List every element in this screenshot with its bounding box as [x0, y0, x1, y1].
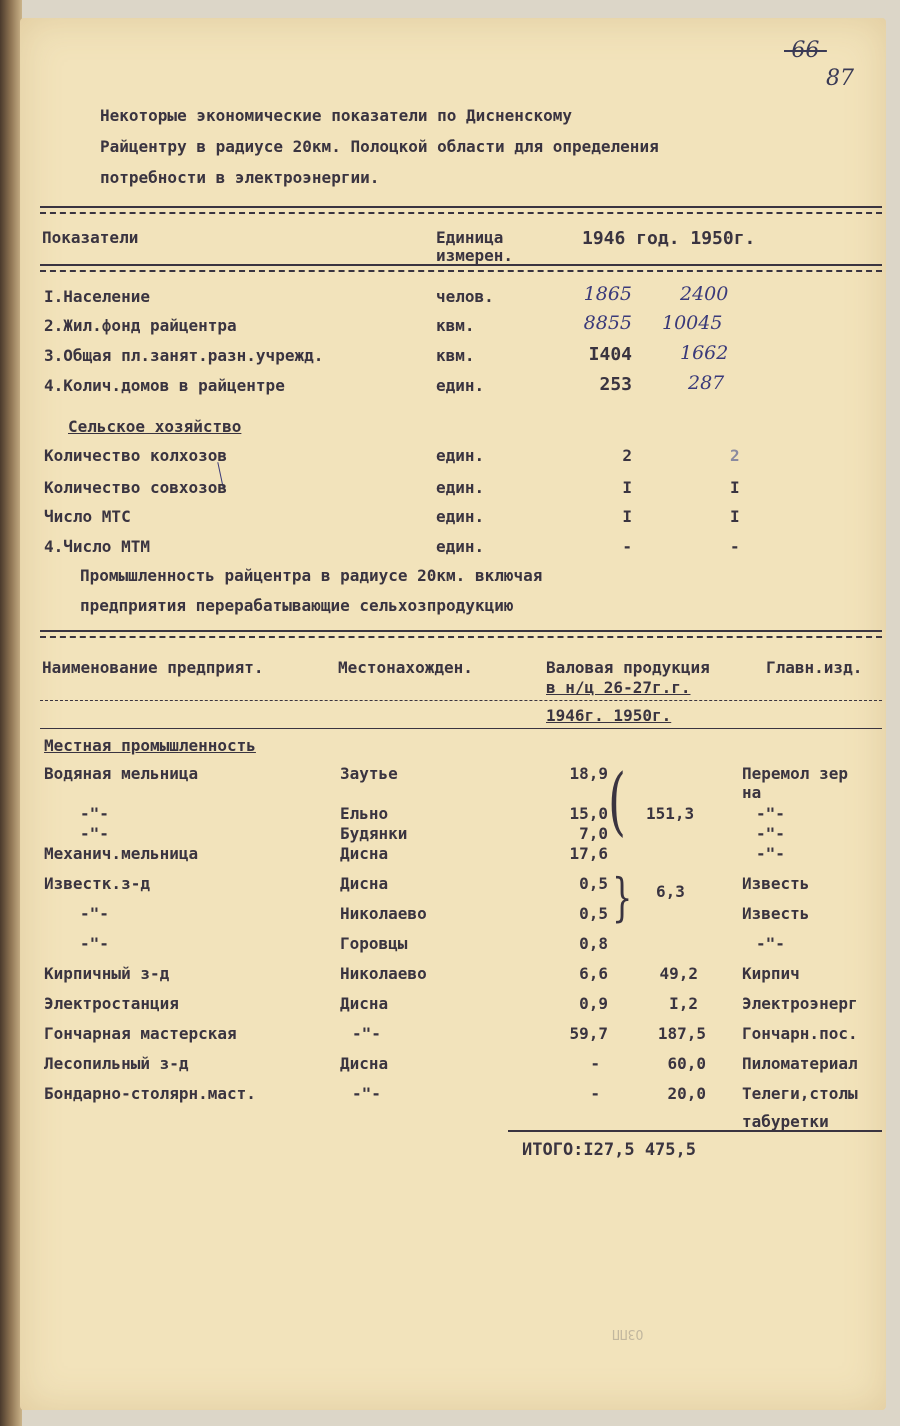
enterprise-location: -"-: [352, 1084, 381, 1103]
row-name: Количество колхозов: [44, 446, 228, 465]
enterprise-name: Электростанция: [44, 994, 179, 1013]
enterprise-name: -"-: [80, 824, 109, 843]
enterprise-location: Николаево: [340, 964, 427, 983]
row-value-1946: I404: [588, 344, 632, 365]
page-number: 87: [826, 66, 854, 91]
row-name: 4.Число МТМ: [44, 537, 150, 556]
table1-header-rule: [40, 264, 882, 266]
row-unit: квм.: [436, 346, 475, 365]
output-1946: 0,8: [579, 934, 608, 953]
row-value-1950: 1662: [680, 342, 729, 364]
table2-header-rule: [40, 728, 882, 729]
output-1946: 0,5: [579, 874, 608, 893]
enterprise-location: Дисна: [340, 874, 389, 893]
industry-note-line-1: Промышленность райцентра в радиусе 20км. включая: [80, 566, 543, 585]
output-1946: 6,6: [579, 964, 608, 983]
row-name: Число МТС: [44, 507, 131, 526]
enterprise-location: Николаево: [340, 904, 427, 923]
enterprise-name: Гончарная мастерская: [44, 1024, 237, 1043]
row-unit: един.: [436, 507, 485, 526]
output-1946: 0,5: [579, 904, 608, 923]
local-industry-heading: Местная промышленность: [44, 736, 256, 755]
row-value-1946: 2: [622, 446, 632, 465]
table1-header-rule-dashed: [40, 270, 882, 272]
header-output-line1: Валовая продукция: [546, 658, 710, 677]
row-name: I.Население: [44, 287, 150, 306]
output-1950: 20,0: [667, 1084, 706, 1103]
row-unit: квм.: [436, 316, 475, 335]
output-1946: 0,9: [579, 994, 608, 1013]
header-main-product: Главн.изд.: [766, 658, 863, 677]
main-product: -"-: [756, 824, 785, 843]
main-product: -"-: [756, 934, 785, 953]
enterprise-name: Лесопильный з-д: [44, 1054, 189, 1073]
header-output-line2: в н/ц 26-27г.г.: [546, 678, 691, 697]
main-product: табуретки: [742, 1112, 829, 1131]
enterprise-name: Кирпичный з-д: [44, 964, 170, 983]
main-product: Гончарн.пос.: [742, 1024, 858, 1043]
row-value-1946: 1865: [583, 283, 632, 305]
main-product: Известь: [742, 874, 810, 893]
binding-edge: [0, 0, 22, 1426]
header-years-2: 1946г. 1950г.: [546, 706, 672, 725]
table2-top-rule-dashed: [40, 636, 882, 638]
main-product: Известь: [742, 904, 810, 923]
enterprise-location: Дисна: [340, 994, 389, 1013]
total-rule: [508, 1130, 882, 1132]
header-unit-line2: измерен.: [436, 246, 514, 265]
enterprise-location: Будянки: [340, 824, 408, 843]
row-value-1950: 2: [730, 446, 740, 465]
row-unit: челов.: [436, 287, 494, 306]
row-value-1946: 253: [599, 374, 632, 395]
output-1950: 151,3: [646, 804, 695, 823]
enterprise-name: Бондарно-столярн.маст.: [44, 1084, 256, 1103]
title-line-1: Некоторые экономические показатели по Дисненскому: [100, 106, 573, 125]
output-1946: 18,9: [569, 764, 608, 783]
output-1946: -: [590, 1084, 600, 1103]
document-sheet: [20, 18, 886, 1410]
row-unit: един.: [436, 446, 485, 465]
output-1946: 7,0: [579, 824, 608, 843]
row-value-1946: 8855: [583, 312, 632, 334]
table1-top-rule: [40, 206, 882, 208]
row-value-1950: 287: [688, 372, 725, 394]
output-1950: 187,5: [657, 1024, 706, 1043]
enterprise-location: Дисна: [340, 844, 389, 863]
output-1950: I,2: [669, 994, 698, 1013]
enterprise-name: -"-: [80, 934, 109, 953]
table2-top-rule: [40, 630, 882, 632]
row-value-1946: I: [622, 507, 632, 526]
row-name: 3.Общая пл.занят.разн.учрежд.: [44, 346, 324, 365]
enterprise-location: Горовцы: [340, 934, 408, 953]
row-name: 4.Колич.домов в райцентре: [44, 376, 285, 395]
row-value-1950: I: [730, 478, 740, 497]
title-line-3: потребности в электроэнергии.: [100, 168, 380, 187]
main-product: Телеги,столы: [742, 1084, 858, 1103]
enterprise-name: -"-: [80, 904, 109, 923]
row-name: 2.Жил.фонд райцентра: [44, 316, 237, 335]
row-name: Количество совхозов: [44, 478, 228, 497]
header-unit-line1: Единица: [436, 228, 504, 247]
faded-stamp: ОЗПП: [612, 1326, 644, 1341]
header-years: 1946 год. 1950г.: [582, 228, 756, 249]
industry-note-line-2: предприятия перерабатывающие сельхозпродукцию: [80, 596, 514, 615]
header-enterprise: Наименование предприят.: [42, 658, 264, 677]
main-product: Перемол зер: [742, 764, 848, 783]
output-1950: 6,3: [656, 882, 685, 901]
agri-heading: Сельское хозяйство: [68, 417, 242, 436]
enterprise-location: Дисна: [340, 1054, 389, 1073]
main-product: Пиломатериал: [742, 1054, 858, 1073]
main-product: -"-: [756, 844, 785, 863]
row-value-1950: 10045: [662, 312, 723, 334]
table1-top-rule-dashed: [40, 212, 882, 214]
output-1950: 60,0: [667, 1054, 706, 1073]
main-product: на: [742, 783, 762, 802]
header-indicator: Показатели: [42, 228, 139, 247]
main-product: -"-: [756, 804, 785, 823]
enterprise-name: -"-: [80, 804, 109, 823]
output-1946: -: [590, 1054, 600, 1073]
row-unit: един.: [436, 537, 485, 556]
enterprise-name: Известк.з-д: [44, 874, 150, 893]
row-value-1950: I: [730, 507, 740, 526]
output-1946: 15,0: [569, 804, 608, 823]
title-line-2: Райцентру в радиусе 20км. Полоцкой области для определения: [100, 137, 659, 156]
main-product: Электроэнерг: [742, 994, 858, 1013]
enterprise-location: Заутье: [340, 764, 398, 783]
old-page-number: -66-: [784, 38, 827, 63]
total: ИТОГО:I27,5 475,5: [522, 1140, 696, 1160]
bracket-lime: }: [612, 867, 633, 928]
row-value-1950: -: [730, 537, 740, 556]
row-unit: един.: [436, 376, 485, 395]
header-location: Местонахожден.: [338, 658, 473, 677]
row-unit: един.: [436, 478, 485, 497]
bracket-mills: (: [608, 757, 626, 844]
row-value-1946: I: [622, 478, 632, 497]
table2-mid-rule: [40, 700, 882, 701]
enterprise-name: Водяная мельница: [44, 764, 199, 783]
output-1950: 49,2: [659, 964, 698, 983]
output-1946: 17,6: [569, 844, 608, 863]
row-value-1946: -: [622, 537, 632, 556]
row-value-1950: 2400: [680, 283, 729, 305]
output-1946: 59,7: [569, 1024, 608, 1043]
enterprise-location: Ельно: [340, 804, 389, 823]
main-product: Кирпич: [742, 964, 800, 983]
enterprise-location: -"-: [352, 1024, 381, 1043]
enterprise-name: Механич.мельница: [44, 844, 199, 863]
